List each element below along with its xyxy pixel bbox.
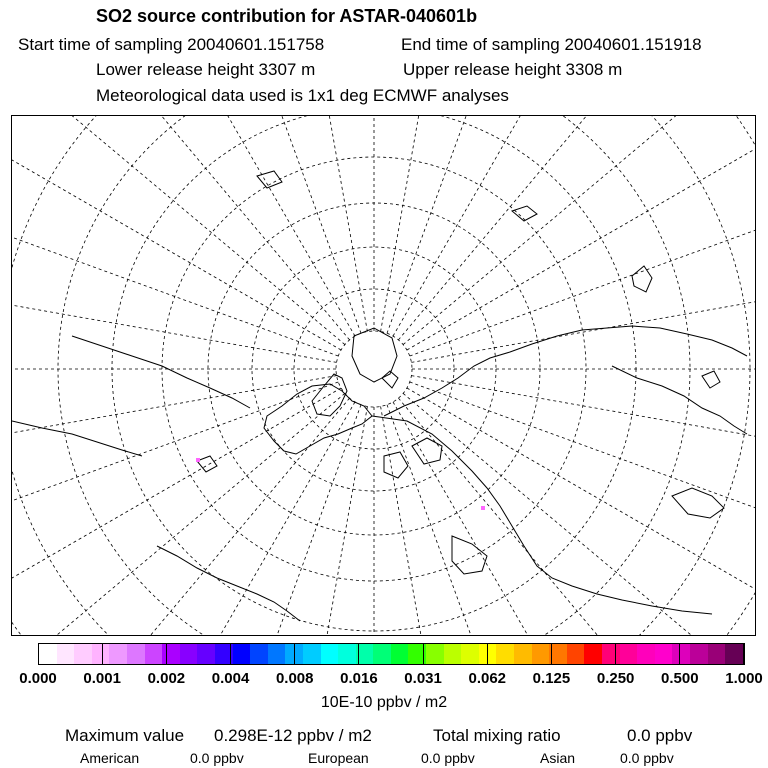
meridian-line — [218, 116, 368, 332]
meridian-line — [410, 116, 756, 356]
coastline-north-america — [372, 416, 712, 614]
colorbar-cell — [725, 644, 743, 664]
coastline-greenland — [352, 328, 397, 382]
colorbar-tick — [166, 643, 167, 665]
colorbar-cell — [321, 644, 339, 664]
meridian-line — [12, 116, 355, 336]
total-mixing-label: Total mixing ratio — [433, 726, 561, 745]
coastline-pacific-2 — [512, 206, 537, 221]
colorbar-unit: 10E-10 ppbv / m2 — [320, 694, 448, 711]
colorbar-cell — [57, 644, 75, 664]
colorbar-cell — [620, 644, 638, 664]
hotspot-1 — [196, 458, 200, 462]
colorbar-cell — [197, 644, 215, 664]
met-data-label: Meteorological data used is 1x1 deg ECMWF analyses — [96, 86, 509, 105]
colorbar-cell — [162, 644, 180, 664]
colorbar-tick — [38, 643, 39, 665]
meridian-line — [12, 382, 338, 636]
colorbar-tick — [102, 643, 103, 665]
colorbar-tick — [679, 643, 680, 665]
meridian-line — [393, 116, 756, 336]
meridian-line — [12, 116, 345, 345]
colorbar-tick-label: 1.000 — [725, 670, 763, 687]
map-panel[interactable] — [11, 115, 756, 636]
coastline-europe — [264, 384, 372, 454]
colorbar-tick-label: 0.000 — [19, 670, 57, 687]
end-time-label: End time of sampling 20040601.151918 — [401, 35, 702, 54]
hotspot-2 — [481, 506, 485, 510]
colorbar-cell — [180, 644, 198, 664]
colorbar-cell — [496, 644, 514, 664]
colorbar-tick-label: 0.062 — [468, 670, 507, 687]
meridian-line — [403, 393, 756, 636]
colorbar-cell — [303, 644, 321, 664]
meridian-line — [393, 402, 756, 636]
meridian-line — [407, 116, 756, 350]
start-time-label: Start time of sampling 20040601.151758 — [18, 35, 325, 54]
coastline-africa-west — [12, 421, 142, 456]
coastline-asia-east — [612, 366, 747, 434]
colorbar-cell — [268, 644, 286, 664]
asian-label: Asian — [540, 750, 576, 766]
meridian-line — [387, 405, 682, 636]
colorbar-cell — [145, 644, 163, 664]
lower-height-label: Lower release height 3307 m — [96, 60, 316, 79]
meridian-line — [387, 116, 682, 333]
upper-height-label: Upper release height 3308 m — [403, 60, 623, 79]
latitude-circle-3 — [252, 247, 496, 491]
meridian-line — [12, 402, 355, 636]
colorbar-tick-label: 0.500 — [661, 670, 699, 687]
american-label: American — [80, 750, 140, 766]
meridian-line — [403, 116, 756, 345]
colorbar-tick-label: 0.031 — [404, 670, 442, 687]
colorbar-tick-label: 0.250 — [596, 670, 635, 687]
meridian-line — [407, 388, 756, 636]
meridian-line — [12, 116, 338, 356]
meridian-line — [66, 116, 361, 333]
colorbar-cell — [567, 644, 585, 664]
colorbar-tick-label: 0.016 — [340, 670, 378, 687]
latitude-circle-1 — [336, 331, 412, 407]
max-value: 0.298E-12 ppbv / m2 — [214, 726, 372, 745]
colorbar-cell — [532, 644, 550, 664]
colorbar-cell — [461, 644, 479, 664]
colorbar-cell — [92, 644, 110, 664]
colorbar-tick-label: 0.002 — [147, 670, 186, 687]
european-value: 0.0 ppbv — [421, 750, 475, 766]
colorbar-tick-label: 0.008 — [275, 670, 314, 687]
colorbar-cell — [426, 644, 444, 664]
european-label: European — [308, 750, 369, 766]
meridian-line — [12, 213, 337, 363]
colorbar-cell — [637, 644, 655, 664]
colorbar-tick — [487, 643, 488, 665]
total-mixing-value: 0.0 ppbv — [627, 726, 693, 745]
meridian-line — [410, 382, 756, 636]
polar-map — [12, 116, 756, 636]
colorbar — [38, 643, 744, 665]
colorbar-tick — [615, 643, 616, 665]
colorbar-tick — [294, 643, 295, 665]
colorbar-cell — [584, 644, 602, 664]
colorbar-tick — [744, 643, 745, 665]
colorbar-tick-label: 0.001 — [83, 670, 121, 687]
colorbar-tick — [230, 643, 231, 665]
coastlines — [12, 171, 747, 621]
meridian-line — [12, 376, 337, 526]
colorbar-cell — [655, 644, 673, 664]
colorbar-cell — [373, 644, 391, 664]
colorbar-tick — [358, 643, 359, 665]
colorbar-cell — [109, 644, 127, 664]
colorbar-cell — [444, 644, 462, 664]
latitude-circle-8 — [12, 116, 750, 636]
colorbar-cell — [690, 644, 708, 664]
colorbar-cell — [127, 644, 145, 664]
max-value-label: Maximum value — [65, 726, 185, 745]
meridian-line — [12, 116, 350, 340]
colorbar-cell — [74, 644, 92, 664]
meridian-line — [12, 116, 341, 350]
colorbar-cell — [708, 644, 726, 664]
colorbar-cell — [250, 644, 268, 664]
meridian-line — [381, 116, 531, 332]
asian-value: 0.0 ppbv — [620, 750, 674, 766]
colorbar-tick-label: 0.125 — [532, 670, 571, 687]
coastline-south-america — [157, 546, 300, 621]
hotspots — [196, 458, 485, 510]
colorbar-cell — [233, 644, 251, 664]
coastline-pacific-1 — [702, 371, 720, 388]
colorbar-tick — [551, 643, 552, 665]
colorbar-cell — [514, 644, 532, 664]
coastline-baffin — [384, 452, 408, 478]
coastline-japan — [632, 266, 652, 292]
colorbar-tick — [423, 643, 424, 665]
colorbar-cell — [338, 644, 356, 664]
colorbar-cell — [602, 644, 620, 664]
meridian-line — [411, 376, 756, 526]
meridian-line — [398, 116, 756, 340]
colorbar-cell — [391, 644, 409, 664]
colorbar-cell — [672, 644, 690, 664]
colorbar-cell — [39, 644, 57, 664]
meridian-line — [66, 405, 361, 636]
colorbar-tick-label: 0.004 — [211, 670, 250, 687]
american-value: 0.0 ppbv — [190, 750, 244, 766]
map-title: SO2 source contribution for ASTAR-040601b — [96, 6, 478, 26]
coastline-africa — [72, 336, 250, 408]
coastline-pacific-5 — [672, 488, 724, 518]
